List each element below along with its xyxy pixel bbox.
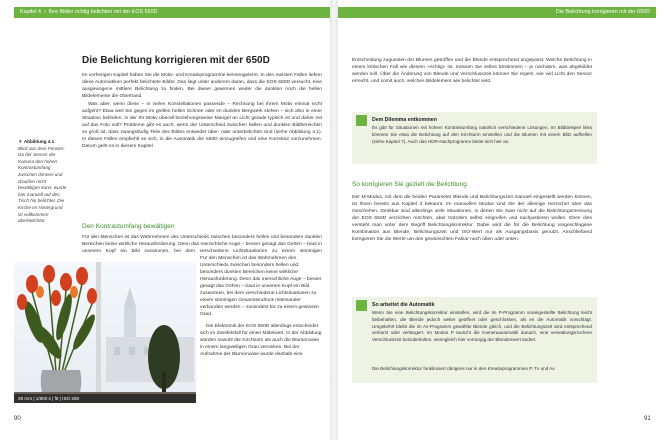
chapter-label: Kapitel 4	[20, 9, 41, 15]
tip-box-text: Wenn Sie eine Belichtungskorrektur einstellen, wird die im P-Programm vorangestellte Belichtung leicht beibehalten, die Blende jedoch weiter geöffnet oder geschlossen, als es die Automatik vorschlägt. Umgekehrt bleibt die im Av-Programm gewählte Blende gleich, und die Belichtungszeit wird entsprechend verkürzt oder verlängert. Im Modus P tauscht die Kameraautomatik danach, eine verwaltungsnochere Verschlusszeit beizubehalten, wenngleich hier vorrangig der Blendenwert ändert.	[372, 310, 592, 343]
section-subheading: Den Kontrastumfang bewältigen	[82, 223, 175, 230]
tip-box-text: Es gibt für Situationen mit hohem Kontrastumfang natürlich verschiedene Lösungen. Im Bildbeispiel links könnten Sie etwa die Belichtung auf den Kirchturm einstellen und die Blumen mit einem Blitz aufhellen (siehe Kapitel 7). Auch das HDR-Nachprogramm bietet sich hier an.	[372, 125, 592, 144]
right-main-paragraph: Der M-Modus, mit dem die beiden Parameter Blende und Belichtungszeit manuell eingestellt werden können, ist Ihnen bereits aus Kapitel 3 bekannt. Im manuellen Modus sind Sie der alleinige Herrscher über das Geschehen. Denkbar sind allerdings viele Situationen, in denen Sie zwar nicht auf die Belichtungsmessung der EOS 650D verzichten möchten, aber trotzdem selbst eingreifen und nachjustieren wollen. Eben dies versteht man unter dem Begriff Belichtungskorrektur. Dabei wird die für die Belichtung vorgeschlagene Kombination aus Blende, Belichtungszeit und ISO-Wert nur als Ausgangsbasis genutzt. Anschließend korrigieren Sie die Werte um den gewünschten Faktor nach oben oder unten.	[352, 195, 592, 242]
tip-box-text-2: Die Belichtungskorrektur funktioniert übrigens nur in den Kreativprogrammen P, Tv und Av.	[372, 366, 556, 371]
intro-paragraph-1: Im vorherigen Kapitel haben Sie die Motiv- und Kreativprogramme kennengelernt. In den meisten Fällen liefern diese Automatiken perfekt belichtete Bilder. Das liegt unter anderem daran, dass die EOS 650D versucht, eine ausgewogene mittlere Belichtung zu finden. Bei dieser gewinnen weder die dunklen noch die hellen Bildelemente die Oberhand.	[82, 73, 322, 99]
tip-box-dilemma	[352, 112, 597, 164]
window-photo	[14, 262, 196, 403]
right-page-header: Die Belichtung korrigieren mit der 650D	[338, 7, 656, 18]
intro-text	[82, 72, 322, 151]
flower-vase-image	[14, 262, 196, 403]
page-heading: Die Belichtung korrigieren mit der 650D	[82, 55, 270, 66]
intro-paragraph-2: Was aber, wenn diese – in vielen Konstellationen passende – Rechnung bei Ihrem Motiv einmal nicht aufgeht? Etwa weil Sie gegen im grellen hellen Schnee oder im dunklen Bergwerk stehen – sich also in einer Situation befinden, in der Ihr Motiv überall beziehungsweise Mangel an Licht gerade typisch ist und daher mit auf das Foto soll? Probleme gibt es auch, wenn der Unterschied zwischen hellen und dunklen Bildbereichen so groß ist, dass zwangsläufig Teile des Bildes entweder über- oder unterbelichtet sind (siehe Abbildung 4.1). In diesen Fällen empfiehlt es sich, in die Automatik der 650D einzugreifen und eine Korrektur vorzunehmen. Darum geht es in diesem Kapitel.	[82, 102, 322, 149]
book-gutter	[330, 0, 338, 440]
photo-exif-caption: 28 mm | 1/800 s | f8 | ISO 200	[14, 394, 196, 403]
tip-box-title: So arbeitet die Automatik	[372, 302, 435, 308]
contrast-intro-lead: Für den Menschen ist das Wahrnehmen des Unterschieds zwischen besonders hellen und besonders dunklen Bereichen keine wirkliche Herausforderung. Denn das menschliche Auge – besser gesagt das Gehirn – baut in unserem Kopf ein Bild zusammen, bei dem verschiedene Lichtsituationen zu einem stimmigen	[82, 235, 322, 254]
right-page	[338, 0, 668, 440]
page-number-left: 90	[14, 416, 21, 422]
chapter-title: Ihre Bilder richtig belichten mit der EOS 650D	[48, 9, 158, 15]
caption-title: Abbildung 4.1	[23, 139, 55, 144]
tip-box-title: Dem Dilemma entkommen	[372, 117, 437, 123]
contrast-intro-wrap: Für den Menschen ist das Wahrnehmen des Unterschieds zwischen besonders hellen und besonders dunklen Bereichen keine wirkliche Herausforderung. Denn das menschliche Auge – besser gesagt das Gehirn – baut in unserem Kopf ein Bild zusammen, bei dem verschiedene Lichtsituationen zu einem stimmigen Gesamteindruck miteinander verbunden werden – zumindest bis zu einem gewissen Grad.	[200, 256, 322, 317]
right-top-paragraph: Entscheidung zugunsten der Blumen getroffen und die Blende entsprechend angepasst. Welche Belichtung in einem kritischen Fall wie diesem »richtig« ist, müssen Sie selbst bestimmen – je nachdem, was abgebildet werden soll. Über die Änderung von Blende und Verschlusszeit können Sie regeln, wie viel Licht den Sensor erreicht, und somit auch, welches Bildelement wie belichtet wird.	[352, 58, 592, 84]
left-page-header: Kapitel 4 › Ihre Bilder richtig belichten mit der EOS 650D	[14, 7, 330, 18]
tip-box-automatik	[352, 297, 597, 383]
caption-arrow-icon: ▼	[18, 139, 24, 144]
page-number-right: 91	[644, 416, 651, 422]
figure-caption	[18, 139, 68, 225]
caption-text: Blick aus dem Fenster: Da der Sensor der Kamera den hohen Kontrastumfang zwischen drinnen und draußen nicht bewältigen kann, wurde hier manuell auf den Tisch hin belichtet. Die Kirche im Hintergrund ist vollkommen überbelichtet.	[18, 145, 67, 224]
right-subheading: So korrigieren Sie gezielt die Belichtung	[352, 181, 467, 188]
tip-icon	[356, 115, 367, 126]
tip-icon	[356, 300, 367, 311]
contrast-more-text: Die Elektronik der EOS 650D allerdings entscheidet sich im Zweifelsfall für einen Mittelwert. In der Abbildung würden sowohl der Kirchturm als auch die Blumenvase in einem langweiligen Grau versinken. Bei der Aufnahme der Blumenvase wurde deshalb eine	[200, 324, 322, 357]
left-page	[0, 0, 330, 440]
